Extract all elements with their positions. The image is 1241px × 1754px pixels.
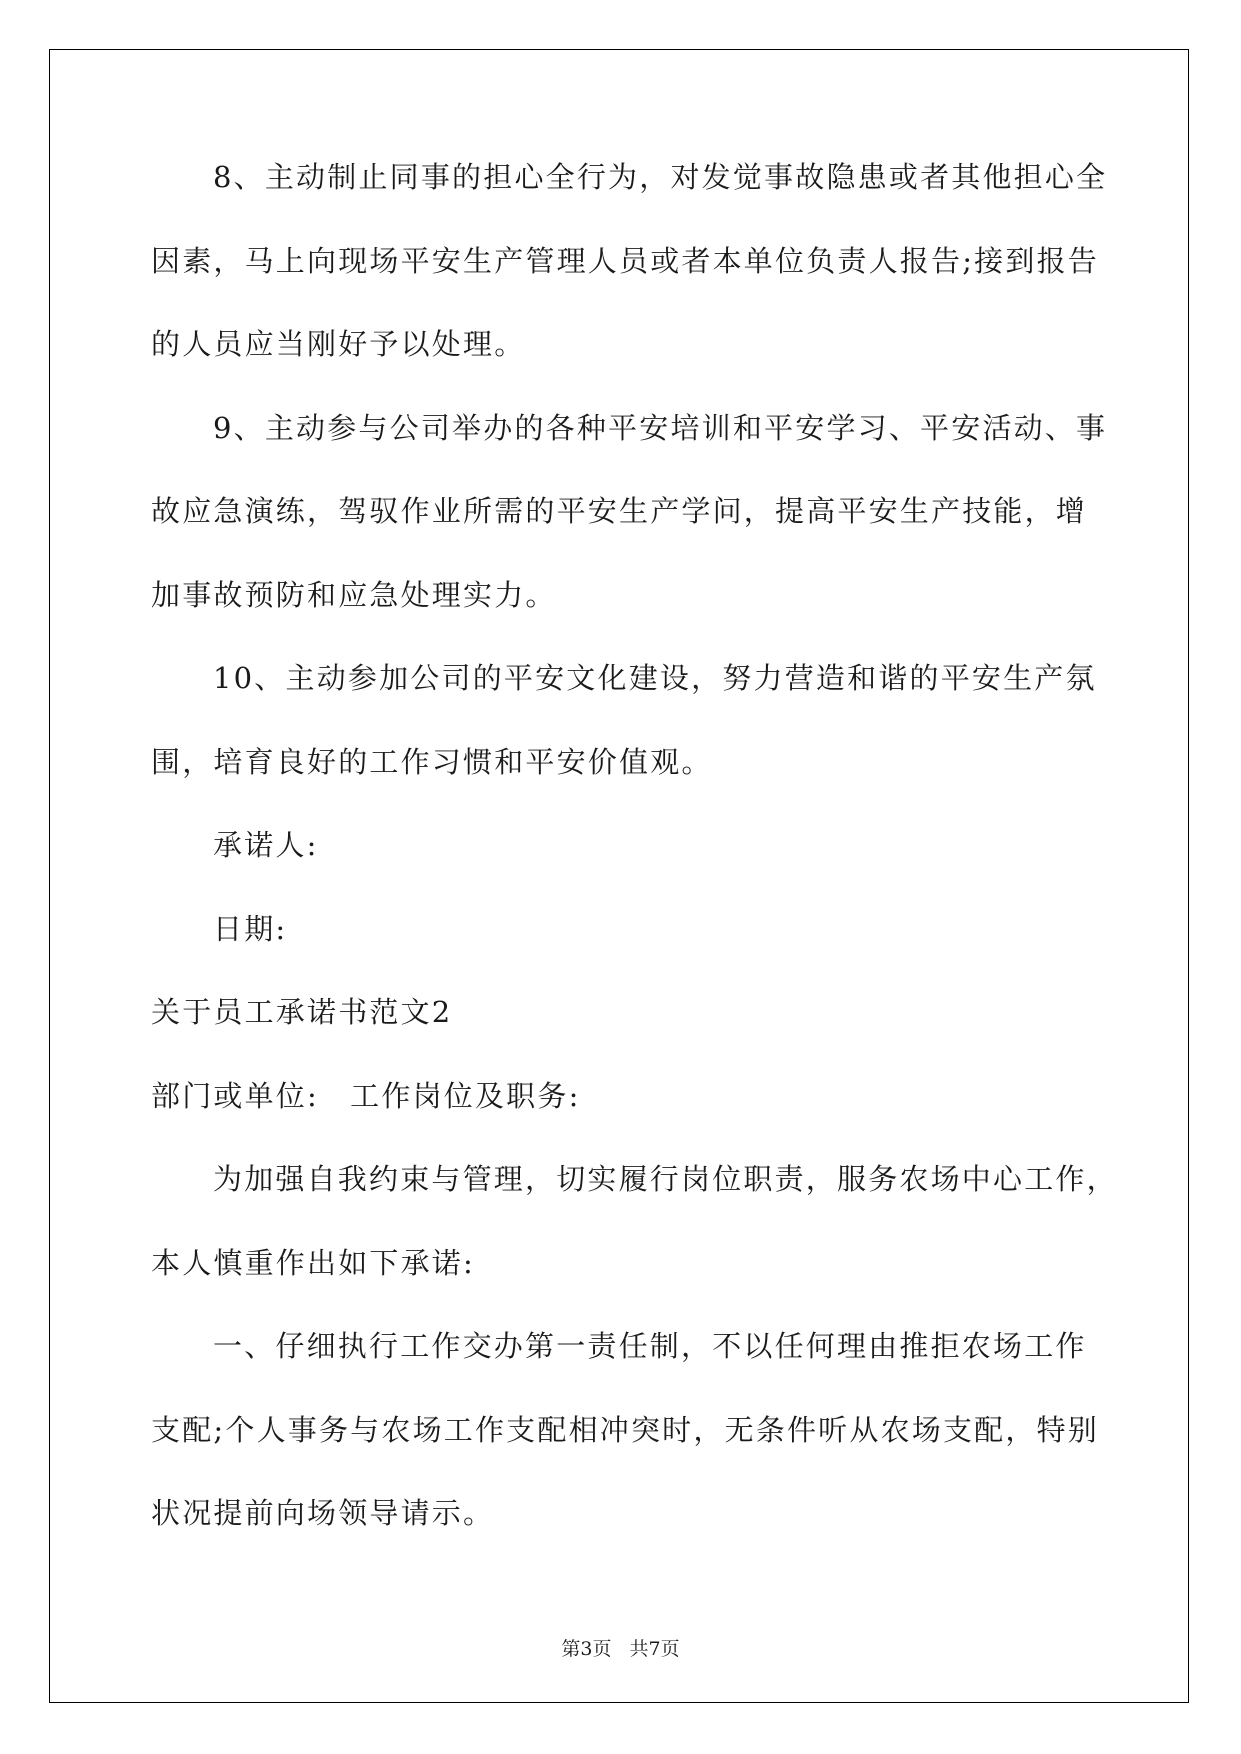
paragraph-line: 一、仔细执行工作交办第一责任制，不以任何理由推拒农场工作 [213,1329,1087,1363]
paragraph-line: 围，培育良好的工作习惯和平安价值观。 [151,744,713,779]
paragraph-line: 10、主动参加公司的平安文化建设，努力营造和谐的平安生产氛 [213,661,1097,695]
paragraph-line: 因素，马上向现场平安生产管理人员或者本单位负责人报告;接到报告 [151,243,1099,278]
paragraph-line: 9、主动参与公司举办的各种平安培训和平安学习、平安活动、事 [213,410,1108,445]
date-label: 日期: [213,911,288,946]
page-number-total: 共7页 [629,1638,680,1660]
paragraph-line: 为加强自我约束与管理，切实履行岗位职责，服务农场中心工作， [213,1162,1118,1196]
section-title: 关于员工承诺书范文2 [151,995,453,1029]
paragraph-line: 故应急演练，驾驭作业所需的平安生产学问，提高平安生产技能，增 [151,494,1088,528]
paragraph-line: 加事故预防和应急处理实力。 [151,577,557,612]
paragraph-line: 状况提前向场领导请示。 [151,1496,495,1530]
paragraph-line: 支配;个人事务与农场工作支配相冲突时，无条件听从农场支配，特别 [151,1412,1099,1447]
paragraph-line: 8、主动制止同事的担心全行为，对发觉事故隐患或者其他担心全 [213,160,1108,194]
department-position-line: 部门或单位: 工作岗位及职务: [151,1078,581,1113]
paragraph-line: 本人慎重作出如下承诺: [151,1245,475,1280]
document-body [151,160,1118,1580]
signer-label: 承诺人: [213,828,319,862]
page-number-current: 第3页 [561,1638,612,1660]
paragraph-line: 的人员应当刚好予以处理。 [151,327,526,361]
page-footer [0,1634,1241,1661]
